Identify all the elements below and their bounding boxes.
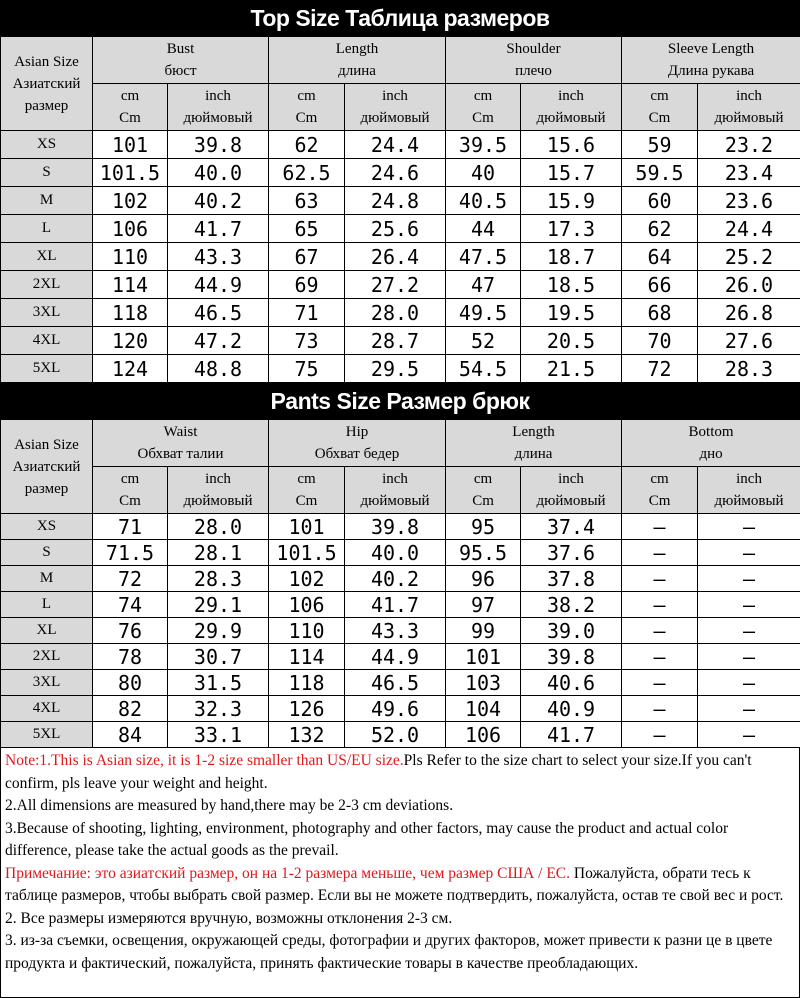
table-cell: 15.9 <box>521 187 622 215</box>
table-row <box>1 131 800 159</box>
size-column-header-line: размер <box>1 478 92 500</box>
table-cell: – <box>698 514 800 540</box>
table-cell: 104 <box>446 696 521 722</box>
table-cell: 62 <box>269 131 345 159</box>
note-ru-1 <box>5 863 797 908</box>
measure-group-header-line: Bottom <box>622 421 800 443</box>
table-cell: 37.6 <box>521 540 622 566</box>
unit-cm-header-line: cm <box>622 468 697 490</box>
unit-row <box>1 467 800 514</box>
size-column-header-line: Азиатский <box>1 73 92 95</box>
unit-cm-header-line: cm <box>93 468 167 490</box>
table-cell: 39.0 <box>521 618 622 644</box>
table-cell: 43.3 <box>345 618 446 644</box>
table-row <box>1 592 800 618</box>
note-en-1 <box>5 750 797 795</box>
table-row <box>1 299 800 327</box>
table-cell: 24.4 <box>698 215 800 243</box>
size-label: XS <box>1 514 93 540</box>
table-cell: 28.1 <box>168 540 269 566</box>
table-cell: 24.8 <box>345 187 446 215</box>
table-cell: 40 <box>446 159 521 187</box>
table-cell: 31.5 <box>168 670 269 696</box>
size-label: 4XL <box>1 696 93 722</box>
table-cell: – <box>622 722 698 748</box>
measure-group-header-line: Sleeve Length <box>622 38 800 60</box>
table-cell: – <box>698 618 800 644</box>
table-cell: 132 <box>269 722 345 748</box>
measure-group-header-line: Length <box>269 38 445 60</box>
unit-inch-header-line: дюймовый <box>345 107 445 129</box>
table-cell: 47.2 <box>168 327 269 355</box>
table-cell: 37.4 <box>521 514 622 540</box>
table-cell: 44 <box>446 215 521 243</box>
unit-cm-header-line: cm <box>622 85 697 107</box>
size-label: S <box>1 159 93 187</box>
table-cell: 54.5 <box>446 355 521 383</box>
unit-inch-header-line: дюймовый <box>521 107 621 129</box>
table-cell: 95 <box>446 514 521 540</box>
table-cell: 102 <box>269 566 345 592</box>
unit-inch-header-line: дюймовый <box>698 107 800 129</box>
size-label: 3XL <box>1 299 93 327</box>
size-label: M <box>1 187 93 215</box>
measure-group-header-line: длина <box>269 60 445 82</box>
table-cell: 33.1 <box>168 722 269 748</box>
unit-inch-header-line: inch <box>345 85 445 107</box>
unit-cm-header <box>622 84 698 131</box>
measure-group-header-line: Length <box>446 421 621 443</box>
table-cell: 103 <box>446 670 521 696</box>
table-cell: 78 <box>93 644 168 670</box>
top-size-table <box>0 36 800 383</box>
measure-group-header <box>93 420 269 467</box>
table-cell: 15.7 <box>521 159 622 187</box>
note-en-1-text: Pls Refer to the size chart to select your size.If you can't confirm, pls leave your weight and height. <box>5 752 752 792</box>
table-cell: 82 <box>93 696 168 722</box>
table-cell: 106 <box>93 215 168 243</box>
measure-group-header-line: Hip <box>269 421 445 443</box>
unit-inch-header <box>698 467 800 514</box>
table-cell: 40.2 <box>168 187 269 215</box>
unit-row <box>1 84 800 131</box>
table-cell: 29.1 <box>168 592 269 618</box>
header-row <box>1 420 800 467</box>
table-cell: 28.3 <box>698 355 800 383</box>
table-cell: 69 <box>269 271 345 299</box>
table-cell: 27.6 <box>698 327 800 355</box>
table-cell: 28.0 <box>345 299 446 327</box>
table-cell: 71 <box>93 514 168 540</box>
measure-group-header <box>93 37 269 84</box>
table-cell: – <box>698 722 800 748</box>
table-cell: 21.5 <box>521 355 622 383</box>
table-cell: 30.7 <box>168 644 269 670</box>
measure-group-header <box>622 420 800 467</box>
table-cell: 97 <box>446 592 521 618</box>
table-cell: 23.2 <box>698 131 800 159</box>
pants-size-title: Pants Size Размер брюк <box>0 383 800 419</box>
table-cell: 75 <box>269 355 345 383</box>
table-cell: 80 <box>93 670 168 696</box>
unit-inch-header-line: inch <box>698 468 800 490</box>
table-cell: 40.9 <box>521 696 622 722</box>
size-column-header <box>1 420 93 514</box>
unit-inch-header-line: inch <box>521 468 621 490</box>
size-label: L <box>1 592 93 618</box>
measure-group-header <box>269 420 446 467</box>
unit-inch-header-line: inch <box>168 85 268 107</box>
size-label: XS <box>1 131 93 159</box>
size-label: M <box>1 566 93 592</box>
table-row <box>1 696 800 722</box>
table-cell: 28.3 <box>168 566 269 592</box>
unit-inch-header <box>521 467 622 514</box>
table-cell: 114 <box>93 271 168 299</box>
table-cell: 118 <box>93 299 168 327</box>
table-cell: 40.2 <box>345 566 446 592</box>
table-cell: – <box>698 540 800 566</box>
table-cell: 40.5 <box>446 187 521 215</box>
measure-group-header <box>446 37 622 84</box>
table-cell: 40.0 <box>168 159 269 187</box>
unit-cm-header <box>446 84 521 131</box>
table-row <box>1 215 800 243</box>
unit-inch-header-line: дюймовый <box>168 107 268 129</box>
table-row <box>1 618 800 644</box>
table-cell: 25.6 <box>345 215 446 243</box>
table-cell: 74 <box>93 592 168 618</box>
table-cell: 19.5 <box>521 299 622 327</box>
table-cell: 29.9 <box>168 618 269 644</box>
table-cell: 124 <box>93 355 168 383</box>
note-en-1-highlight: Note:1.This is Asian size, it is 1-2 size smaller than US/EU size. <box>5 752 404 769</box>
size-label: 5XL <box>1 722 93 748</box>
size-label: L <box>1 215 93 243</box>
table-cell: 41.7 <box>521 722 622 748</box>
table-row <box>1 514 800 540</box>
table-cell: 110 <box>93 243 168 271</box>
table-cell: 59.5 <box>622 159 698 187</box>
unit-cm-header <box>269 467 345 514</box>
table-cell: 101 <box>269 514 345 540</box>
measure-group-header-line: Длина рукава <box>622 60 800 82</box>
note-ru-1-highlight: Примечание: это азиатский размер, он на 1-2 размера меньше, чем размер США / ЕС. <box>5 865 570 882</box>
table-cell: 52 <box>446 327 521 355</box>
table-cell: 39.5 <box>446 131 521 159</box>
unit-cm-header-line: Cm <box>446 490 520 512</box>
size-label: XL <box>1 618 93 644</box>
table-cell: 101.5 <box>93 159 168 187</box>
measure-group-header-line: Waist <box>93 421 268 443</box>
notes-block <box>0 748 800 998</box>
table-cell: 106 <box>446 722 521 748</box>
table-row <box>1 722 800 748</box>
measure-group-header-line: Shoulder <box>446 38 621 60</box>
unit-inch-header <box>345 84 446 131</box>
note-ru-3: 3. из-за съемки, освещения, окружающей среды, фотографии и других факторов, может привести к разни це в цвете продукта и фактический, пожалуйста, принять фактические товары в качестве преобладающих. <box>5 930 797 975</box>
table-row <box>1 159 800 187</box>
unit-inch-header <box>345 467 446 514</box>
size-column-header-line: размер <box>1 95 92 117</box>
table-cell: 17.3 <box>521 215 622 243</box>
table-cell: 110 <box>269 618 345 644</box>
table-cell: 28.0 <box>168 514 269 540</box>
measure-group-header <box>269 37 446 84</box>
table-cell: 72 <box>622 355 698 383</box>
table-cell: 39.8 <box>168 131 269 159</box>
unit-cm-header <box>446 467 521 514</box>
table-row <box>1 355 800 383</box>
table-cell: 18.7 <box>521 243 622 271</box>
table-cell: – <box>698 696 800 722</box>
table-cell: – <box>698 670 800 696</box>
size-column-header <box>1 37 93 131</box>
table-row <box>1 566 800 592</box>
top-size-title: Top Size Таблица размеров <box>0 0 800 36</box>
measure-group-header-line: дно <box>622 443 800 465</box>
size-label: 2XL <box>1 644 93 670</box>
table-cell: 49.5 <box>446 299 521 327</box>
table-row <box>1 271 800 299</box>
header-row <box>1 37 800 84</box>
table-cell: 38.2 <box>521 592 622 618</box>
table-cell: 73 <box>269 327 345 355</box>
measure-group-header-line: длина <box>446 443 621 465</box>
table-row <box>1 670 800 696</box>
table-cell: 126 <box>269 696 345 722</box>
unit-cm-header-line: Cm <box>622 107 697 129</box>
table-cell: 96 <box>446 566 521 592</box>
table-cell: 47.5 <box>446 243 521 271</box>
unit-inch-header-line: дюймовый <box>345 490 445 512</box>
table-cell: 26.8 <box>698 299 800 327</box>
table-cell: 46.5 <box>345 670 446 696</box>
unit-inch-header-line: дюймовый <box>521 490 621 512</box>
measure-group-header-line: Обхват бедер <box>269 443 445 465</box>
size-label: S <box>1 540 93 566</box>
unit-cm-header-line: Cm <box>269 107 344 129</box>
measure-group-header-line: плечо <box>446 60 621 82</box>
unit-cm-header-line: Cm <box>93 107 167 129</box>
table-cell: 101 <box>446 644 521 670</box>
table-cell: – <box>698 644 800 670</box>
size-label: 4XL <box>1 327 93 355</box>
table-cell: 40.0 <box>345 540 446 566</box>
table-cell: 37.8 <box>521 566 622 592</box>
table-cell: 84 <box>93 722 168 748</box>
table-cell: 25.2 <box>698 243 800 271</box>
table-cell: 49.6 <box>345 696 446 722</box>
table-cell: 47 <box>446 271 521 299</box>
table-cell: 60 <box>622 187 698 215</box>
table-cell: – <box>698 592 800 618</box>
size-column-header-line: Asian Size <box>1 51 92 73</box>
table-row <box>1 540 800 566</box>
unit-inch-header-line: inch <box>168 468 268 490</box>
table-cell: 62.5 <box>269 159 345 187</box>
table-cell: – <box>622 618 698 644</box>
note-ru-2: 2. Все размеры измеряются вручную, возможны отклонения 2-3 см. <box>5 908 797 931</box>
size-label: XL <box>1 243 93 271</box>
unit-inch-header-line: inch <box>345 468 445 490</box>
measure-group-header <box>622 37 800 84</box>
table-cell: 29.5 <box>345 355 446 383</box>
table-cell: 48.8 <box>168 355 269 383</box>
table-cell: 26.0 <box>698 271 800 299</box>
table-cell: 20.5 <box>521 327 622 355</box>
table-cell: 23.6 <box>698 187 800 215</box>
table-cell: 44.9 <box>168 271 269 299</box>
note-en-2: 2.All dimensions are measured by hand,there may be 2-3 cm deviations. <box>5 795 797 818</box>
table-cell: 72 <box>93 566 168 592</box>
unit-cm-header <box>269 84 345 131</box>
unit-inch-header-line: дюймовый <box>168 490 268 512</box>
table-cell: 28.7 <box>345 327 446 355</box>
table-cell: 64 <box>622 243 698 271</box>
table-cell: – <box>622 566 698 592</box>
size-label: 5XL <box>1 355 93 383</box>
table-cell: – <box>622 592 698 618</box>
table-cell: 24.6 <box>345 159 446 187</box>
table-cell: 39.8 <box>345 514 446 540</box>
measure-group-header <box>446 420 622 467</box>
unit-inch-header <box>168 467 269 514</box>
pants-size-table <box>0 419 800 748</box>
table-cell: 39.8 <box>521 644 622 670</box>
size-label: 2XL <box>1 271 93 299</box>
unit-cm-header-line: Cm <box>446 107 520 129</box>
table-cell: 120 <box>93 327 168 355</box>
table-cell: 24.4 <box>345 131 446 159</box>
table-cell: 102 <box>93 187 168 215</box>
table-row <box>1 187 800 215</box>
unit-cm-header-line: cm <box>269 468 344 490</box>
unit-inch-header <box>168 84 269 131</box>
table-cell: 70 <box>622 327 698 355</box>
measure-group-header-line: Обхват талии <box>93 443 268 465</box>
table-cell: 71 <box>269 299 345 327</box>
unit-cm-header-line: Cm <box>622 490 697 512</box>
unit-cm-header <box>93 84 168 131</box>
table-cell: – <box>622 514 698 540</box>
table-cell: 46.5 <box>168 299 269 327</box>
note-en-3: 3.Because of shooting, lighting, environment, photography and other factors, may cause the product and actual color difference, please take the actual goods as the prevail. <box>5 818 797 863</box>
table-cell: 40.6 <box>521 670 622 696</box>
unit-cm-header-line: cm <box>269 85 344 107</box>
table-cell: 62 <box>622 215 698 243</box>
table-cell: 59 <box>622 131 698 159</box>
measure-group-header-line: Bust <box>93 38 268 60</box>
table-cell: 101.5 <box>269 540 345 566</box>
size-column-header-line: Азиатский <box>1 456 92 478</box>
table-row <box>1 327 800 355</box>
unit-inch-header <box>698 84 800 131</box>
table-cell: 101 <box>93 131 168 159</box>
unit-inch-header <box>521 84 622 131</box>
table-cell: 32.3 <box>168 696 269 722</box>
table-cell: 23.4 <box>698 159 800 187</box>
table-cell: 65 <box>269 215 345 243</box>
unit-cm-header-line: cm <box>446 85 520 107</box>
unit-cm-header <box>622 467 698 514</box>
table-cell: 68 <box>622 299 698 327</box>
table-cell: 99 <box>446 618 521 644</box>
table-row <box>1 243 800 271</box>
table-cell: 95.5 <box>446 540 521 566</box>
table-cell: 52.0 <box>345 722 446 748</box>
table-cell: 66 <box>622 271 698 299</box>
table-cell: 44.9 <box>345 644 446 670</box>
unit-inch-header-line: дюймовый <box>698 490 800 512</box>
unit-cm-header-line: cm <box>93 85 167 107</box>
table-cell: – <box>622 670 698 696</box>
table-cell: 41.7 <box>168 215 269 243</box>
table-cell: 106 <box>269 592 345 618</box>
table-cell: 15.6 <box>521 131 622 159</box>
size-label: 3XL <box>1 670 93 696</box>
table-cell: 26.4 <box>345 243 446 271</box>
size-column-header-line: Asian Size <box>1 434 92 456</box>
unit-inch-header-line: inch <box>698 85 800 107</box>
unit-cm-header-line: Cm <box>93 490 167 512</box>
table-row <box>1 644 800 670</box>
table-cell: – <box>622 540 698 566</box>
table-cell: 27.2 <box>345 271 446 299</box>
unit-cm-header-line: Cm <box>269 490 344 512</box>
table-cell: – <box>698 566 800 592</box>
table-cell: 18.5 <box>521 271 622 299</box>
note-ru-1-text: Пожалуйста, обрати тесь к таблице размеров, чтобы выбрать свой размер. Если вы не можете подтвердить, пожалуйста, остав те свой вес и рост. <box>5 865 783 905</box>
measure-group-header-line: бюст <box>93 60 268 82</box>
table-cell: – <box>622 696 698 722</box>
unit-cm-header <box>93 467 168 514</box>
table-cell: 71.5 <box>93 540 168 566</box>
table-cell: 118 <box>269 670 345 696</box>
table-cell: 76 <box>93 618 168 644</box>
table-cell: 114 <box>269 644 345 670</box>
unit-cm-header-line: cm <box>446 468 520 490</box>
table-cell: 41.7 <box>345 592 446 618</box>
table-cell: 43.3 <box>168 243 269 271</box>
unit-inch-header-line: inch <box>521 85 621 107</box>
table-cell: – <box>622 644 698 670</box>
table-cell: 63 <box>269 187 345 215</box>
table-cell: 67 <box>269 243 345 271</box>
